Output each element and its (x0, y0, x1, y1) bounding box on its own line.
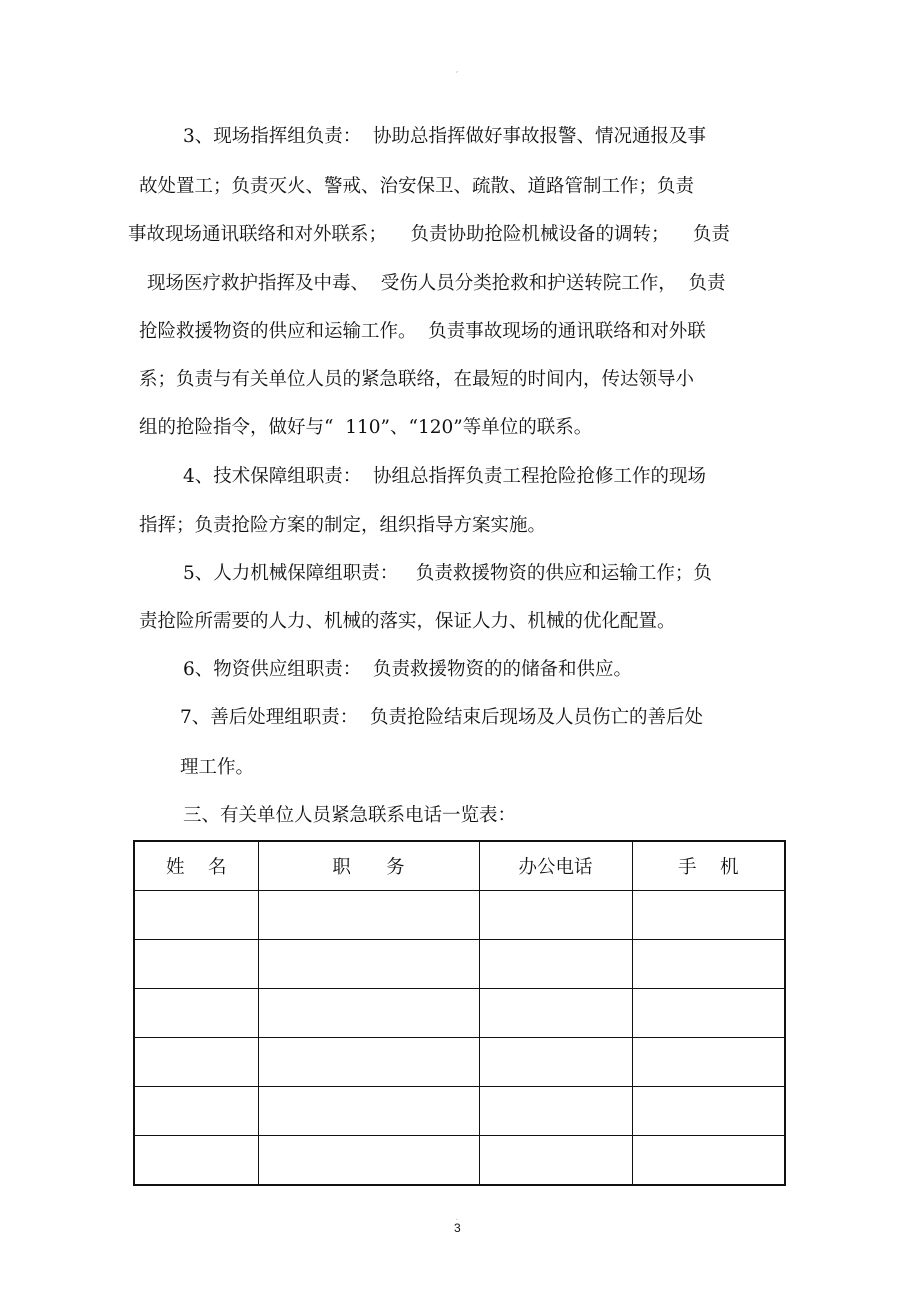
table-cell (632, 1087, 785, 1136)
section-heading: 三、有关单位人员紧急联系电话一览表： (183, 805, 517, 826)
table-cell (479, 1136, 632, 1185)
footer-mark: , (456, 1214, 458, 1221)
table-cell (632, 939, 785, 988)
table-cell (258, 1038, 479, 1087)
contact-table (133, 840, 786, 1186)
paragraph-line: 3、现场指挥组负责： 协助总指挥做好事故报警、情况通报及事 (183, 126, 707, 147)
paragraph-line: 组的抢险指令，做好与“ 110”、“120”等单位的联系。 (139, 417, 593, 438)
paragraph-line: 现场医疗救护指挥及中毒、 受伤人员分类抢救和护送转院工作， 负责 (147, 273, 726, 294)
paragraph-line: 7、善后处理组职责： 负责抢险结束后现场及人员伤亡的善后处 (180, 707, 704, 728)
table-row (134, 1038, 785, 1087)
header-office-phone: 办公电话 (479, 841, 632, 890)
table-cell (632, 890, 785, 939)
table-cell (479, 1038, 632, 1087)
paragraph-line: 故处置工；负责灭火、警戒、治安保卫、疏散、道路管制工作；负责 (139, 176, 695, 197)
table-cell (258, 988, 479, 1037)
table-row (134, 1136, 785, 1185)
table-cell (479, 1087, 632, 1136)
table-cell (479, 939, 632, 988)
paragraph-line: 系；负责与有关单位人员的紧急联络，在最短的时间内，传达领导小 (139, 369, 695, 390)
table-cell (134, 1136, 258, 1185)
table-cell (134, 890, 258, 939)
table-header-row (134, 841, 785, 890)
paragraph-line: 4、技术保障组职责： 协组总指挥负责工程抢险抢修工作的现场 (183, 466, 707, 487)
table-cell (258, 890, 479, 939)
table-cell (479, 988, 632, 1037)
header-position: 职 务 (258, 841, 479, 890)
paragraph-line: 抢险救援物资的供应和运输工作。 负责事故现场的通讯联络和对外联 (139, 321, 706, 342)
page-number: 3 (454, 1221, 461, 1235)
paragraph-line: 指挥；负责抢险方案的制定，组织指导方案实施。 (139, 515, 547, 536)
table-row (134, 939, 785, 988)
table-cell (632, 1038, 785, 1087)
paragraph-line: 责抢险所需要的人力、机械的落实，保证人力、机械的优化配置。 (139, 611, 676, 632)
table-cell (134, 1087, 258, 1136)
table-cell (258, 939, 479, 988)
table-row (134, 1087, 785, 1136)
table-row (134, 890, 785, 939)
header-mobile: 手 机 (632, 841, 785, 890)
table-cell (479, 890, 632, 939)
table-cell (258, 1136, 479, 1185)
table-cell (134, 939, 258, 988)
header-name: 姓 名 (134, 841, 258, 890)
paragraph-line: 事故现场通讯联络和对外联系； 负责协助抢险机械设备的调转； 负责 (128, 224, 731, 245)
table-cell (632, 1136, 785, 1185)
table-cell (134, 988, 258, 1037)
paragraph-line: 6、物资供应组职责： 负责救援物资的的储备和供应。 (183, 659, 633, 680)
table-cell (632, 988, 785, 1037)
header-mark: , (456, 66, 459, 74)
table-cell (258, 1087, 479, 1136)
paragraph-line: 5、人力机械保障组职责： 负责救援物资的供应和运输工作；负 (183, 563, 712, 584)
paragraph-line: 理工作。 (180, 757, 255, 778)
table-row (134, 988, 785, 1037)
table-cell (134, 1038, 258, 1087)
